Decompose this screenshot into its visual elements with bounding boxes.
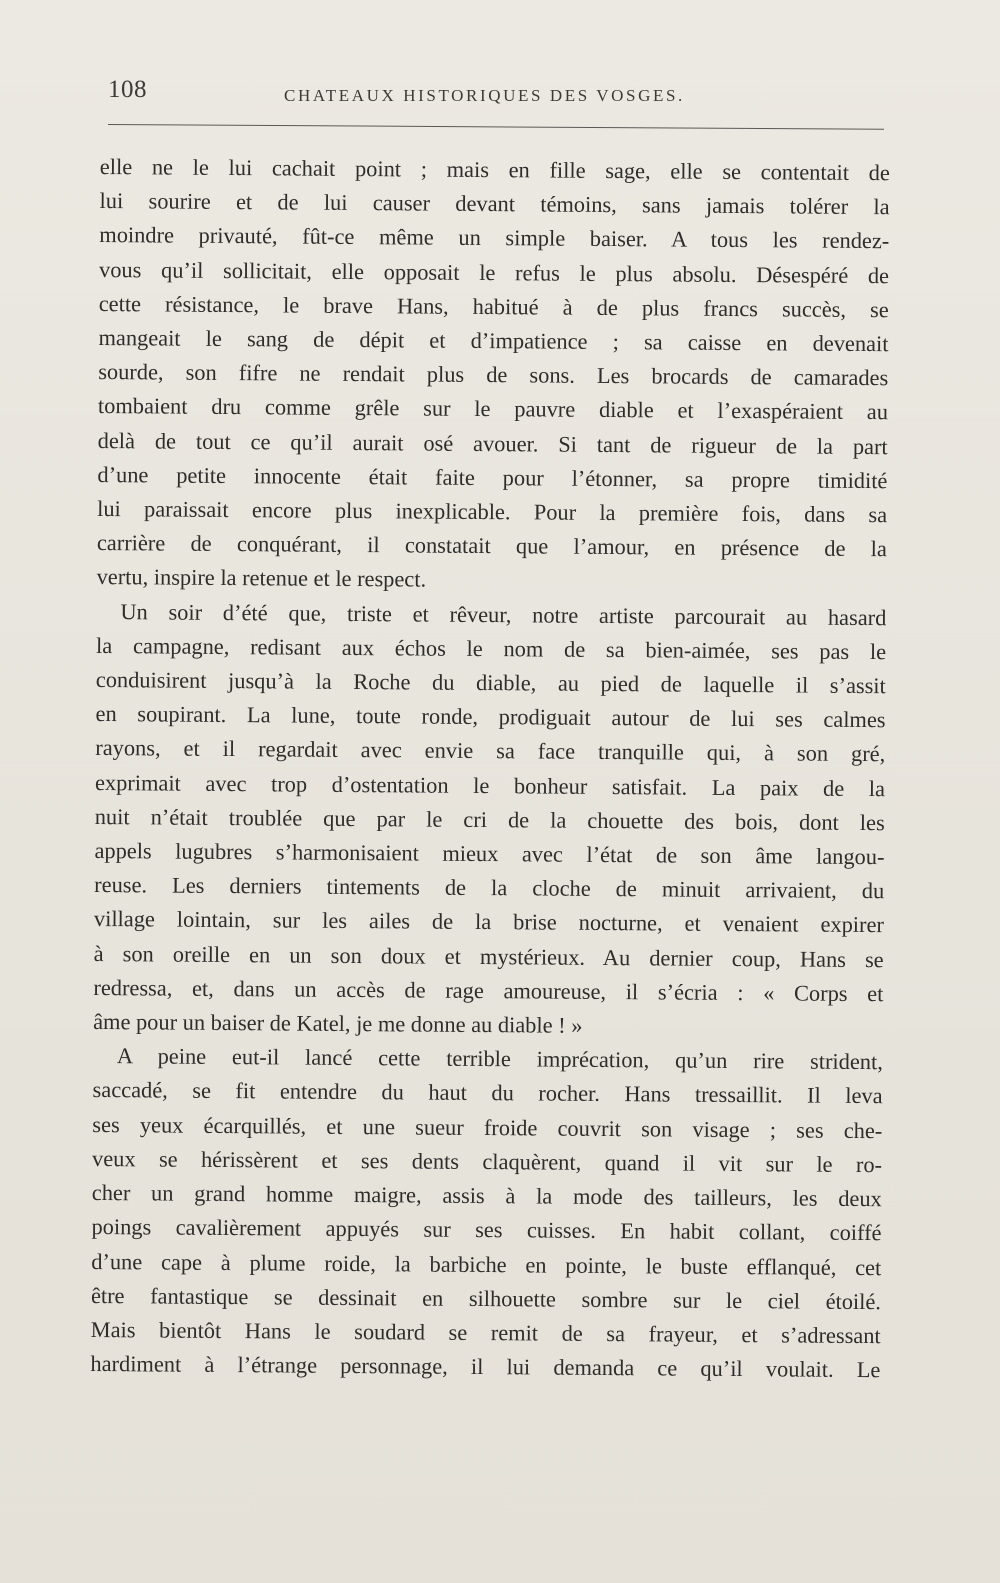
text-line: conduisirent jusqu’à la Roche du diable, au pied de laquelle il s’assit	[95, 667, 886, 699]
text-line: delà de tout ce qu’il aurait osé avouer. Si tant de rigueur de la part	[97, 427, 888, 459]
text-line: elle ne le lui cachait point ; mais en fille sage, elle se contentait de	[99, 153, 890, 186]
text-line: exprimait avec trop d’ostentation le bonheur satisfait. La paix de la	[94, 769, 886, 801]
text-line: Un soir d’été que, triste et rêveur, notre artiste parcourait au hasard	[120, 598, 887, 630]
text-line: cette résistance, le brave Hans, habitué à de plus francs succès, se	[98, 290, 889, 323]
text-line: la campagne, redisant aux échos le nom de sa bien-aimée, ses pas le	[96, 632, 887, 665]
text-line: d’une petite innocente était faite pour l’étonner, sa propre timidité	[97, 461, 888, 494]
body-text	[90, 150, 890, 1387]
text-line: moindre privauté, fût-ce même un simple baiser. A tous les rendez-	[99, 222, 890, 254]
text-line: être fantastique se dessinait en silhouette sombre sur le ciel étoilé.	[90, 1282, 882, 1314]
text-line: à son oreille en un son doux et mystérieux. Au dernier coup, Hans se	[93, 940, 884, 972]
text-line: mangeait le sang de dépit et d’impatience ; sa caisse en devenait	[98, 325, 889, 357]
text-line: redressa, et, dans un accès de rage amoureuse, il s’écria : « Corps et	[93, 974, 884, 1007]
text-line: lui sourire et de lui causer devant témoins, sans jamais tolérer la	[99, 188, 890, 220]
text-line: carrière de conquérant, il constatait que l’amour, en présence de la	[96, 530, 887, 562]
text-line: vertu, inspire la retenue et le respect.	[96, 564, 427, 593]
paragraph-1	[97, 150, 890, 601]
text-line: cher un grand homme maigre, assis à la mode des tailleurs, les deux	[91, 1180, 882, 1212]
text-line: lui paraissait encore plus inexplicable. Pour la première fois, dans sa	[97, 496, 888, 528]
page-number: 108	[108, 76, 147, 103]
text-line: rayons, et il regardait avec envie sa face tranquille qui, à son gré,	[95, 735, 886, 767]
text-line: ses yeux écarquillés, et une sueur froide couvrit son visage ; ses che-	[92, 1111, 883, 1143]
text-line: d’une cape à plume roide, la barbiche en pointe, le buste efflanqué, cet	[91, 1248, 882, 1280]
paragraph-2	[93, 595, 886, 1046]
text-line: sourde, son fifre ne rendait plus de sons. Les brocards de camarades	[98, 359, 889, 391]
text-line: âme pour un baiser de Katel, je me donne au diable ! »	[93, 1009, 583, 1038]
header-rule	[108, 124, 884, 130]
text-line: reuse. Les derniers tintements de la cloche de minuit arrivaient, du	[94, 872, 885, 904]
text-line: A peine eut-il lancé cette terrible imprécation, qu’un rire strident,	[116, 1043, 883, 1075]
text-line: vous qu’il sollicitait, elle opposait le refus le plus absolu. Désespéré de	[98, 256, 890, 288]
text-line: hardiment à l’étrange personnage, il lui demanda ce qu’il voulait. Le	[90, 1351, 881, 1383]
paragraph-3	[90, 1039, 883, 1387]
text-line: tombaient dru comme grêle sur le pauvre diable et l’exaspéraient au	[97, 393, 889, 425]
running-title: CHATEAUX HISTORIQUES DES VOSGES.	[284, 86, 685, 105]
text-line: appels lugubres s’harmonisaient mieux avec l’état de son âme langou-	[94, 838, 885, 870]
text-line: saccadé, se fit entendre du haut du rocher. Hans tressaillit. Il leva	[92, 1077, 883, 1109]
text-line: nuit n’était troublée que par le cri de la chouette des bois, dont les	[94, 803, 885, 836]
running-header	[108, 76, 884, 116]
text-line: poings cavalièrement appuyés sur ses cuisses. En habit collant, coiffé	[91, 1214, 882, 1246]
text-line: veux se hérissèrent et ses dents claquèrent, quand il vit sur le ro-	[91, 1145, 883, 1178]
text-line: village lointain, sur les ailes de la brise nocturne, et venaient expirer	[93, 906, 885, 938]
text-line: Mais bientôt Hans le soudard se remit de sa frayeur, et s’adressant	[90, 1316, 881, 1349]
text-line: en soupirant. La lune, toute ronde, prodiguait autour de lui ses calmes	[95, 701, 886, 733]
